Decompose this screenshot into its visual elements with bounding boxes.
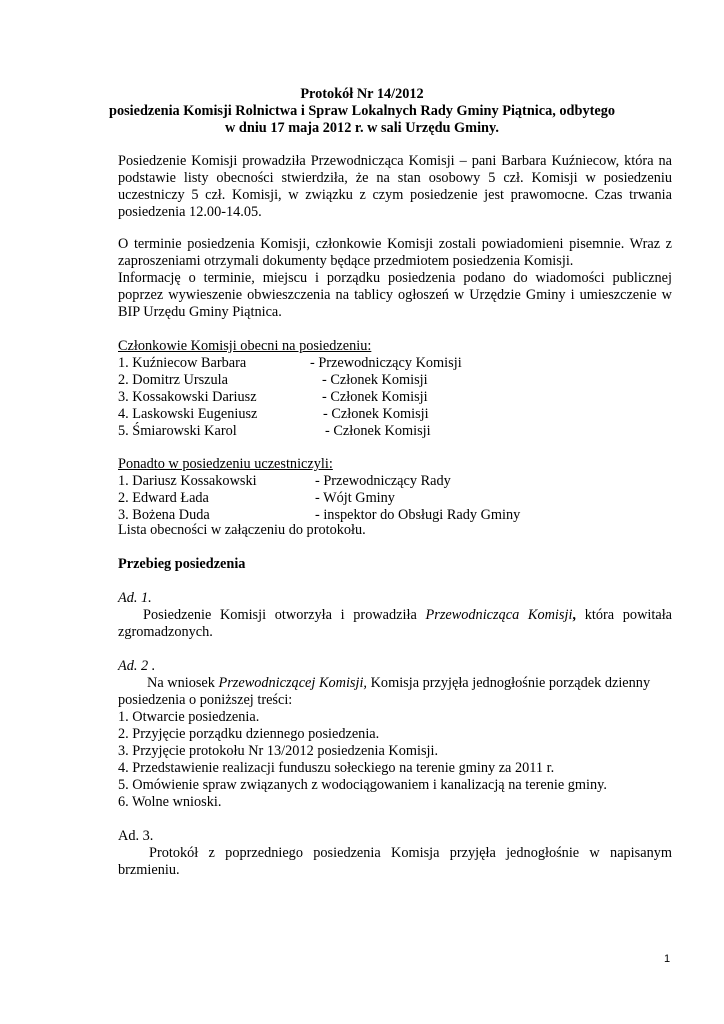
- participant-role: - inspektor do Obsługi Rady Gminy: [315, 507, 521, 523]
- ad3-text-line2: brzmieniu.: [118, 862, 180, 878]
- page-number: 1: [664, 953, 671, 965]
- ad1-text-chair: Przewodnicząca Komisji: [425, 607, 573, 623]
- member-role: - Przewodniczący Komisji: [310, 355, 462, 371]
- others-heading: Ponadto w posiedzeniu uczestniczyli:: [118, 456, 333, 472]
- ad2-text-start: Na wniosek: [147, 675, 215, 691]
- ad3-text-line1: Protokół z poprzedniego posiedzenia Komisja przyjęła jednogłośnie w napisanym: [149, 845, 672, 861]
- ad1-text-line2: zgromadzonych.: [118, 624, 213, 640]
- member-name: 2. Domitrz Urszula: [118, 372, 228, 388]
- ad2-text-line2: posiedzenia o poniższej treści:: [118, 692, 293, 708]
- agenda-item: 5. Omówienie spraw związanych z wodociągowaniem i kanalizacją na terenie gminy.: [118, 777, 607, 793]
- agenda-item: 3. Przyjęcie protokołu Nr 13/2012 posiedzenia Komisji.: [118, 743, 439, 759]
- intro-paragraph-3: Informację o terminie, miejscu i porządku posiedzenia podano do wiadomości publicznej poprzez wywieszenie obwieszczenia na tablicy ogłoszeń w Urzędzie Gminy i umieszczenie w BIP Urzędu Gminy Piątnica.: [118, 270, 672, 320]
- document-date-line: w dniu 17 maja 2012 r. w sali Urzędu Gminy.: [225, 120, 499, 136]
- attendance-note: Lista obecności w załączeniu do protokołu.: [118, 522, 366, 538]
- agenda-item: 6. Wolne wnioski.: [118, 794, 222, 810]
- proceedings-heading: Przebieg posiedzenia: [118, 556, 246, 572]
- agenda-item: 1. Otwarcie posiedzenia.: [118, 709, 260, 725]
- ad1-text-comma: ,: [572, 607, 576, 623]
- agenda-item: 4. Przedstawienie realizacji funduszu sołeckiego na terenie gminy za 2011 r.: [118, 760, 555, 776]
- member-role: - Członek Komisji: [325, 423, 431, 439]
- document-subtitle: posiedzenia Komisji Rolnictwa i Spraw Lokalnych Rady Gminy Piątnica, odbytego: [109, 103, 615, 119]
- member-role: - Członek Komisji: [323, 406, 429, 422]
- intro-paragraph-1: Posiedzenie Komisji prowadziła Przewodnicząca Komisji – pani Barbara Kuźniecow, która na podstawie listy obecności stwierdziła, że na stan osobowy 5 czł. Komisji w posiedzeniu uczestniczy 5 czł. Komisji, w związku z czym posiedzenie jest prawomocne. Czas trwania posiedzenia 12.00-14.05.: [118, 153, 672, 220]
- participant-name: 1. Dariusz Kossakowski: [118, 473, 257, 489]
- ad2-text-chair: Przewodniczącej Komisji,: [218, 675, 368, 691]
- ad2-text-line1: [147, 675, 650, 692]
- participant-name: 3. Bożena Duda: [118, 507, 210, 523]
- ad1-text-end: która powitała: [584, 607, 673, 623]
- member-role: - Członek Komisji: [322, 372, 428, 388]
- participant-name: 2. Edward Łada: [118, 490, 209, 506]
- ad2-text-end: Komisja przyjęła jednogłośnie porządek dzienny: [370, 675, 651, 691]
- ad3-label: Ad. 3.: [118, 828, 154, 844]
- ad1-text-start: Posiedzenie Komisji otworzyła i prowadziła: [143, 607, 417, 623]
- member-name: 5. Śmiarowski Karol: [118, 423, 237, 439]
- participant-role: - Wójt Gminy: [315, 490, 395, 506]
- agenda-item: 2. Przyjęcie porządku dziennego posiedzenia.: [118, 726, 380, 742]
- document-title: Protokół Nr 14/2012: [300, 86, 424, 102]
- members-heading: Członkowie Komisji obecni na posiedzeniu:: [118, 338, 372, 354]
- member-role: - Członek Komisji: [322, 389, 428, 405]
- participant-role: - Przewodniczący Rady: [315, 473, 451, 489]
- member-name: 4. Laskowski Eugeniusz: [118, 406, 258, 422]
- member-name: 1. Kuźniecow Barbara: [118, 355, 247, 371]
- ad2-label: Ad. 2 .: [118, 658, 156, 674]
- ad1-label: Ad. 1.: [118, 590, 152, 606]
- ad1-text-line1: [143, 607, 672, 624]
- member-name: 3. Kossakowski Dariusz: [118, 389, 257, 405]
- intro-paragraph-2: O terminie posiedzenia Komisji, członkowie Komisji zostali powiadomieni pisemnie. Wraz z zaproszeniami otrzymali dokumenty będące przedmiotem posiedzenia Komisji.: [118, 236, 672, 269]
